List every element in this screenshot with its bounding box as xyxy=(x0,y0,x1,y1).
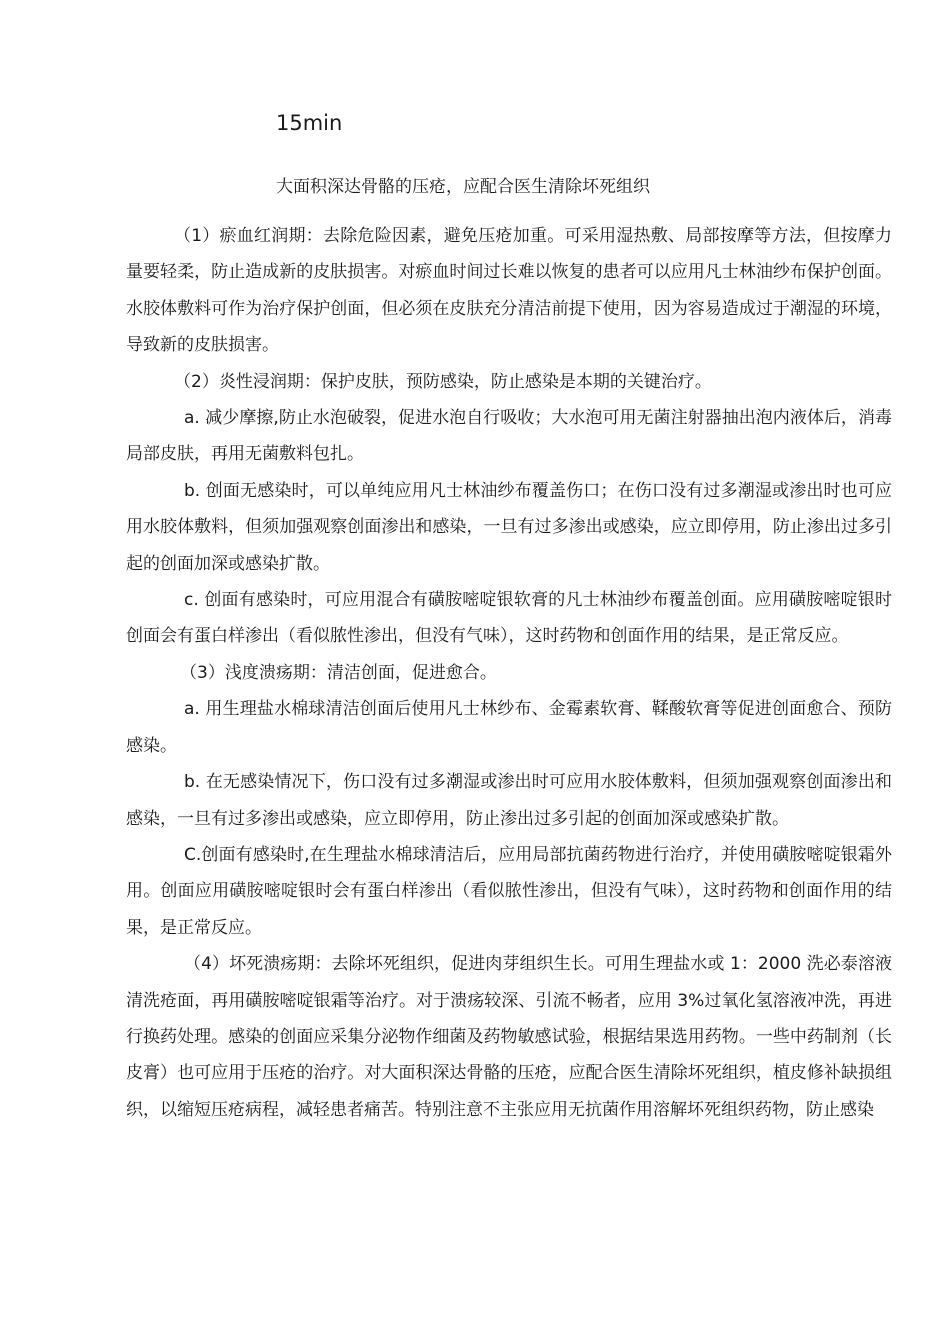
paragraph-stage-2-c: c. 创面有感染时，可应用混合有磺胺嘧啶银软膏的凡士林油纱布覆盖创面。应用磺胺嘧啶银时创面会有蛋白样渗出（看似脓性渗出，但没有气味），这时药物和创面作用的结果，是正常反应。 xyxy=(126,590,892,647)
paragraph-stage-3-b: b. 在无感染情况下，伤口没有过多潮湿或渗出时可应用水胶体敷料，但须加强观察创面渗出和感染，一旦有过多渗出或感染，应立即停用，防止渗出过多引起的创面加深或感染扩散。 xyxy=(126,772,892,829)
paragraph-stage-1: （1）瘀血红润期：去除危险因素，避免压疮加重。可采用湿热敷、局部按摩等方法，但按摩力量要轻柔，防止造成新的皮肤损害。对瘀血时间过长难以恢复的患者可以应用凡士林油纱布保护创面。水胶体敷料可作为治疗保护创面，但必须在皮肤充分清洁前提下使用，因为容易造成过于潮湿的环境，导致新的皮肤损害。 xyxy=(126,226,892,356)
paragraph-stage-2-a: a. 减少摩擦,防止水泡破裂，促进水泡自行吸收；大水泡可用无菌注射器抽出泡内液体后，消毒局部皮肤，再用无菌敷料包扎。 xyxy=(126,408,892,465)
paragraph-stage-2: （2）炎性浸润期：保护皮肤，预防感染，防止感染是本期的关键治疗。 xyxy=(174,371,712,392)
paragraph-stage-3: （3）浅度溃疡期：清洁创面，促进愈合。 xyxy=(180,662,497,683)
document-body xyxy=(126,218,892,1128)
time-label: 15min xyxy=(276,111,343,135)
section-subtitle: 大面积深达骨骼的压疮，应配合医生清除坏死组织 xyxy=(276,177,650,197)
paragraph-stage-2-b: b. 创面无感染时，可以单纯应用凡士林油纱布覆盖伤口；在伤口没有过多潮湿或渗出时也可应用水胶体敷料，但须加强观察创面渗出和感染，一旦有过多渗出或感染，应立即停用，防止渗出过多引起的创面加深或感染扩散。 xyxy=(126,480,892,574)
paragraph-stage-4: （4）坏死溃疡期：去除坏死组织，促进肉芽组织生长。可用生理盐水或 1：2000 洗必泰溶液清洗疮面，再用磺胺嘧啶银霜等治疗。对于溃疡较深、引流不畅者，应用 3%过氧化氢溶液冲洗，再进行换药处理。感染的创面应采集分泌物作细菌及药物敏感试验，根据结果选用药物。一些中药制剂（长皮膏）也可应用于压疮的治疗。对大面积深达骨骼的压疮，应配合医生清除坏死组织，植皮修补缺损组织，以缩短压疮病程，减轻患者痛苦。特别注意不主张应用无抗菌作用溶解坏死组织药物，防止感染 xyxy=(126,954,892,1120)
paragraph-stage-3-a: a. 用生理盐水棉球清洁创面后使用凡士林纱布、金霉素软膏、鞣酸软膏等促进创面愈合、预防感染。 xyxy=(126,699,892,756)
paragraph-stage-3-c: C.创面有感染时,在生理盐水棉球清洁后，应用局部抗菌药物进行治疗，并使用磺胺嘧啶银霜外用。创面应用磺胺嘧啶银时会有蛋白样渗出（看似脓性渗出，但没有气味），这时药物和创面作用的结果，是正常反应。 xyxy=(126,844,892,938)
